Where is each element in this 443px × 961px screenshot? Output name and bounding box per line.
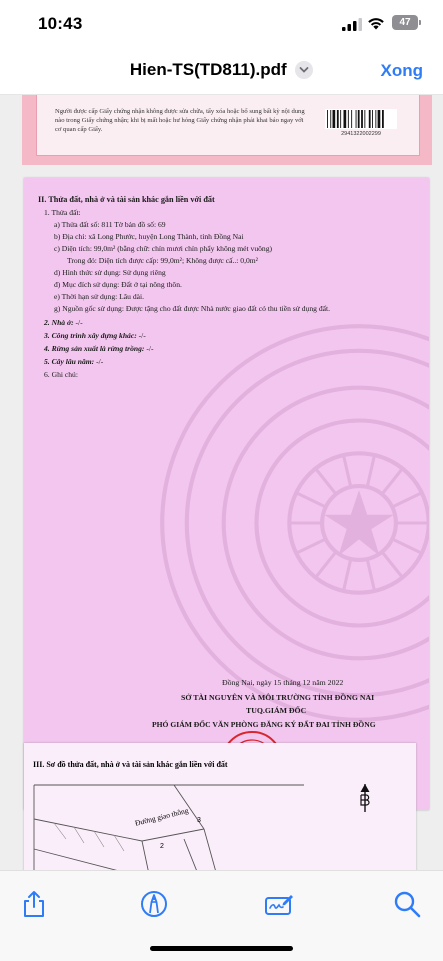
markup-button[interactable] — [139, 889, 169, 919]
map-point-2: 2 — [160, 843, 164, 850]
status-time: 10:43 — [38, 14, 83, 33]
status-bar — [0, 0, 443, 50]
parcel-address: b) Địa chỉ: xã Long Phước, huyện Long Thành, tỉnh Đồng Nai — [54, 232, 244, 241]
pdf-page-3 — [24, 743, 416, 870]
share-button[interactable] — [19, 889, 49, 919]
search-icon[interactable] — [392, 889, 422, 919]
item-4: 4. Rừng sản xuất là rừng trồng: -/- — [44, 344, 154, 353]
usage-origin: g) Nguồn gốc sử dụng: Được tặng cho đất được Nhà nước giao đất có thu tiền sử dụng đất. — [54, 304, 330, 313]
nav-bar — [0, 50, 443, 95]
parcel-map-sketch — [24, 779, 416, 870]
battery-level: 47 — [399, 17, 411, 28]
warning-notice: Người được cấp Giấy chứng nhận không được sửa chữa, tẩy xóa hoặc bổ sung bất kỳ nội dung nào trong Giấy chứng nhận; khi bị mất hoặc hư hỏng Giấy chứng nhận phải khai báo ngay với cơ quan cấp Giấy. — [55, 108, 305, 134]
item-6: 6. Ghi chú: — [44, 370, 78, 379]
done-button[interactable]: Xong — [380, 61, 423, 80]
signature-button[interactable] — [264, 889, 294, 919]
signature-icon[interactable] — [264, 889, 294, 919]
barcode-image — [325, 109, 397, 129]
map-point-3: 3 — [197, 817, 201, 824]
parcel-area-detail: Trong đó: Diện tích được cấp: 99,0m²; Không được cấ..: 0,0m² — [67, 256, 258, 265]
item-2: 2. Nhà ở: -/- — [44, 318, 83, 327]
sign-date: Đồng Nai, ngày 15 tháng 12 năm 2022 — [222, 678, 344, 687]
item-5: 5. Cây lâu năm: -/- — [44, 357, 104, 366]
barcode-number: 2941322002299 — [341, 131, 381, 137]
share-icon[interactable] — [19, 889, 49, 919]
chevron-down-icon[interactable] — [295, 61, 313, 79]
parcel-number: a) Thửa đất số: 811 Tờ bản đồ số: 69 — [54, 220, 166, 229]
authorization-line: TUQ.GIÁM ĐỐC — [246, 706, 307, 715]
road-label: Đường giao thông — [134, 805, 190, 828]
wifi-icon — [367, 16, 385, 30]
battery-cap — [419, 20, 421, 25]
cellular-signal-icon — [342, 18, 362, 31]
pdf-page-1 — [22, 95, 432, 165]
usage-form: d) Hình thức sử dụng: Sử dụng riêng — [54, 268, 166, 277]
issuing-agency: SỞ TÀI NGUYÊN VÀ MÔI TRƯỜNG TỈNH ĐỒNG NAI — [181, 693, 375, 702]
item-1-title: 1. Thửa đất: — [44, 208, 81, 217]
home-indicator — [150, 946, 293, 951]
markup-icon[interactable] — [139, 889, 169, 919]
section-3-title: III. Sơ đồ thửa đất, nhà ở và tài sản khác gắn liền với đất — [33, 760, 228, 769]
item-3: 3. Công trình xây dựng khác: -/- — [44, 331, 146, 340]
pdf-page-2 — [24, 178, 429, 810]
pdf-viewer[interactable] — [0, 95, 443, 870]
section-2-title: II. Thửa đất, nhà ở và tài sản khác gắn liền với đất — [38, 195, 215, 204]
usage-term: e) Thời hạn sử dụng: Lâu dài. — [54, 292, 145, 301]
usage-purpose: đ) Mục đích sử dụng: Đất ở tại nông thôn. — [54, 280, 182, 289]
title-menu[interactable] — [0, 60, 443, 80]
document-title[interactable]: Hien-TS(TD811).pdf — [129, 60, 287, 79]
battery-icon — [392, 15, 418, 30]
page1-frame — [36, 95, 420, 156]
signer-title: PHÓ GIÁM ĐỐC VĂN PHÒNG ĐĂNG KÝ ĐẤT ĐAI TỈNH ĐỒNG — [152, 720, 376, 729]
parcel-area: c) Diện tích: 99,0m² (bằng chữ: chín mươi chín phẩy không mét vuông) — [54, 244, 273, 253]
search-button[interactable] — [392, 889, 422, 919]
